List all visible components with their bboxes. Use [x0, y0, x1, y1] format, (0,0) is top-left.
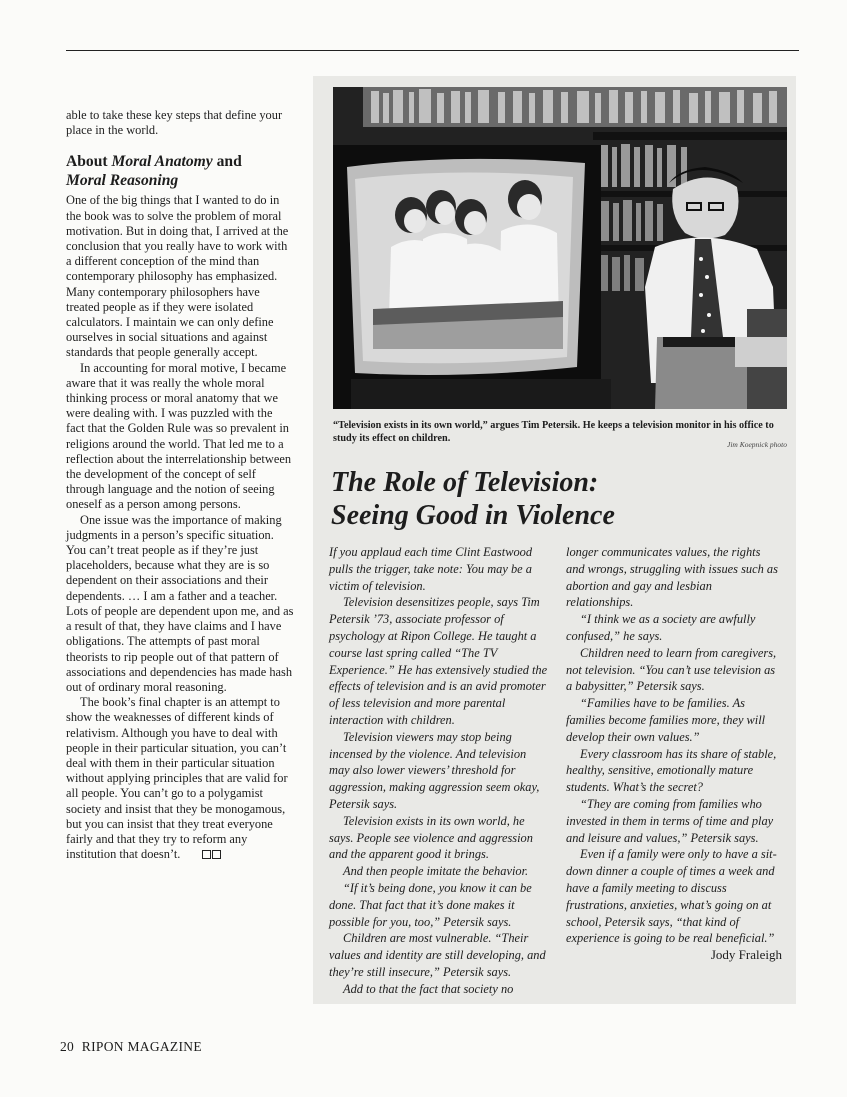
paragraph: Add to that the fact that society no: [343, 981, 514, 996]
photo-credit: Jim Koepnick photo: [727, 440, 787, 449]
paragraph: “I think we as a society are awfully confused,” he says.: [566, 612, 756, 643]
paragraph-final: [66, 695, 294, 863]
paragraph-text: The book’s final chapter is an attempt to show the weaknesses of different kinds of relativism. Although you have to deal with people in their particular situation, you can’t deal with them in their particular situation without applying principles that are valid for all people. You can’t go to a polygamist society and insist that they be monogamous, but you can insist that they treat everyone fairly and that they try to reform any institution that doesn’t.: [66, 695, 288, 862]
section-heading: [66, 152, 294, 190]
paragraph: longer communicates values, the rights and wrongs, struggling with issues such as abortion and gay and lesbian relationships.: [566, 545, 778, 610]
paragraph: Television viewers may stop being incensed by the violence. And television may also lower viewers’ threshold for aggression, making aggression seem okay, Petersik says.: [329, 729, 540, 811]
top-rule: [66, 50, 799, 51]
photo-illustration: [333, 87, 787, 409]
paragraph: And then people imitate the behavior.: [343, 864, 529, 879]
heading-italic-1: Moral Anatomy: [111, 153, 213, 171]
paragraph: Even if a family were only to have a sit-down dinner a couple of times a week and have a family meeting to discuss frustrations, anxieties, what’s going on at school, Petersik says, “that kind of experience is going to be real beneficial.”: [566, 847, 777, 946]
paragraph: “They are coming from families who invested in them in terms of time and play and leisure and values,” Petersik says.: [566, 796, 774, 845]
page-footer: [60, 1039, 206, 1055]
paragraph: One of the big things that I wanted to do in the book was to solve the problem of moral motivation. But in doing that, I arrived at the conclusion that you really have to work with a different conception of the mind than contemporary philosophy has emphasized. Many contemporary philosophers have treated people as if they were isolated calculators. I maintain we can only define ourselves in social situations and against standards that people generally accept.: [66, 193, 289, 360]
heading-prefix: About: [66, 153, 112, 171]
end-mark-icon: [188, 848, 222, 863]
headline-line-2: Seeing Good in Violence: [331, 500, 615, 531]
paragraph: Television desensitizes people, says Tim Petersik ’73, associate professor of psychology at Ripon College. He taught a course last spring called “The TV Experience.” He has extensively studied the effects of television and is an avid promoter of less television and more parental interaction with children.: [329, 595, 548, 727]
paragraph: In accounting for moral motive, I became aware that it was really the whole moral thinking process or moral anatomy that we were dealing with. I was puzzled with the fact that the Golden Rule was so prevalent in religions around the world. That led me to a reflection about the interrelationship between the development of the concept of self through language and the notion of seeing oneself as a person among persons.: [66, 360, 292, 512]
heading-middle: and: [212, 153, 242, 171]
photo: [333, 87, 787, 409]
headline-line-1: The Role of Television:: [331, 467, 599, 498]
paragraph: Children are most vulnerable. “Their values and identity are still developing, and they’re still insecure,” Petersik says.: [329, 931, 546, 979]
sidebar-headline: [331, 466, 791, 532]
paragraph: “Families have to be families. As families become families more, they will develop their own values.”: [566, 696, 766, 744]
magazine-name: RIPON MAGAZINE: [81, 1039, 202, 1054]
left-column: [66, 108, 294, 863]
paragraph: If you applaud each time Clint Eastwood pulls the trigger, take note: You may be a victim of television.: [329, 545, 533, 593]
paragraph: One issue was the importance of making judgments in a person’s specific situation. You can’t treat people as if they’re just placeholders, because what they are is so dependent on their associations and their dependents. … I am a father and a teacher. Lots of people are dependent upon me, and as a result of that, they have claims and I have obligations. The attempts of past moral theorists to rip people out of that pattern of associations and dependencies has made hash out of ordinary moral reasoning.: [66, 512, 294, 694]
photo-caption: “Television exists in its own world,” argues Tim Petersik. He keeps a television monitor in his office to study its effect on children.: [333, 420, 774, 444]
intro-text: able to take these key steps that define your place in the world.: [66, 108, 283, 138]
paragraph: Children need to learn from caregivers, not television. “You can’t use television as a babysitter,” Petersik says.: [566, 645, 777, 694]
sidebar-column-1: [329, 544, 548, 998]
page-number: 20: [60, 1039, 75, 1054]
paragraph: Every classroom has its share of stable, healthy, sensitive, emotionally mature students. What’s the secret?: [566, 746, 777, 795]
byline: Jody Fraleigh: [710, 947, 782, 963]
sidebar-column-2: [566, 544, 782, 964]
heading-italic-2: Moral Reasoning: [66, 172, 179, 190]
paragraph: Television exists in its own world, he says. People see violence and aggression and the apparent good it brings.: [329, 813, 533, 862]
paragraph: “If it’s being done, you know it can be done. That fact that it’s done makes it possible for you, too,” Petersik says.: [329, 880, 532, 929]
